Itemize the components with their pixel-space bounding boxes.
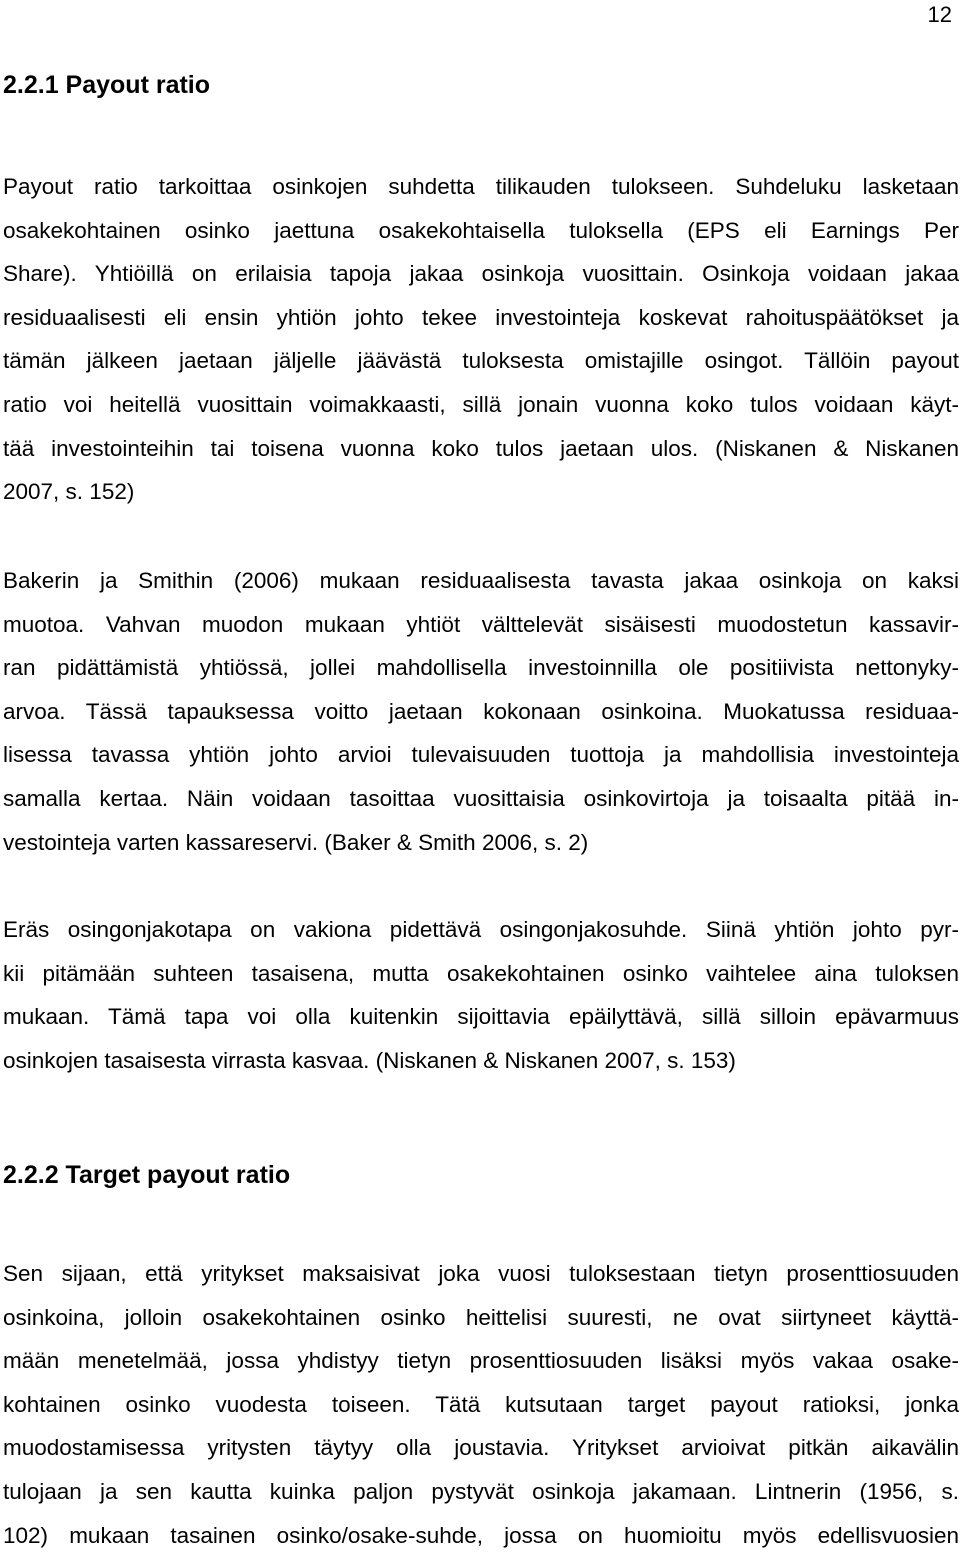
text-line: muotoa. Vahvan muodon mukaan yhtiöt välttelevät sisäisesti muodostetun kassavir- [3, 611, 959, 637]
text-line: Payout ratio tarkoittaa osinkojen suhdetta tilikauden tulokseen. Suhdeluku lasketaan [3, 174, 959, 199]
text-line: osinkojen tasaisesta virrasta kasvaa. (Niskanen & Niskanen 2007, s. 153) [3, 1047, 736, 1073]
text-line: Sen sijaan, että yritykset maksaisivat joka vuosi tuloksestaan tietyn prosenttiosuuden [3, 1261, 959, 1286]
text-line: mukaan. Tämä tapa voi olla kuitenkin sijoittavia epäilyttävä, sillä silloin epävarmuus [3, 1004, 959, 1030]
page-number: 12 [927, 2, 952, 27]
text-line: kohtainen osinko vuodesta toiseen. Tätä kutsutaan target payout ratioksi, jonka [3, 1391, 959, 1417]
text-line: tulojaan ja sen kautta kuinka paljon pystyvät osinkoja jakamaan. Lintnerin (1956, s. [3, 1478, 959, 1504]
text-line: vestointeja varten kassareservi. (Baker & Smith 2006, s. 2) [3, 829, 589, 855]
text-line: ran pidättämistä yhtiössä, jollei mahdollisella investoinnilla ole positiivista nettonyky- [3, 655, 959, 681]
text-line: tää investointeihin tai toisena vuonna koko tulos jaetaan ulos. (Niskanen & Niskanen [3, 435, 959, 461]
paragraph-target-payout [3, 1252, 959, 1557]
text-line: lisessa tavassa yhtiön johto arvioi tulevaisuuden tuottoja ja mahdollisia investointeja [3, 742, 959, 768]
text-line: tämän jälkeen jaetaan jäljelle jäävästä tuloksesta omistajille osingot. Tällöin payout [3, 348, 959, 374]
paragraph-constant-payout [3, 908, 959, 1082]
paragraph-payout-ratio-definition [3, 165, 959, 514]
text-line: samalla kertaa. Näin voidaan tasoittaa vuosittaisia osinkovirtoja ja toisaalta pitää in- [3, 785, 959, 811]
text-line: Share). Yhtiöillä on erilaisia tapoja jakaa osinkoja vuosittain. Osinkoja voidaan jakaa [3, 261, 959, 287]
section-heading-payout-ratio: 2.2.1 Payout ratio [3, 71, 211, 99]
section-heading-target-payout-ratio: 2.2.2 Target payout ratio [3, 1161, 291, 1189]
text-line: residuaalisesti eli ensin yhtiön johto tekee investointeja koskevat rahoituspäätökset ja [3, 304, 959, 330]
text-line: arvoa. Tässä tapauksessa voitto jaetaan kokonaan osinkoina. Muokatussa residuaa- [3, 698, 959, 724]
text-line: 2007, s. 152) [3, 479, 135, 505]
text-line: ratio voi heitellä vuosittain voimakkaasti, sillä jonain vuonna koko tulos voidaan käyt- [3, 391, 959, 417]
text-line: kii pitämään suhteen tasaisena, mutta osakekohtainen osinko vaihtelee aina tuloksen [3, 960, 959, 986]
paragraph-residual-policy [3, 559, 959, 864]
text-line: muodostamisessa yritysten täytyy olla joustavia. Yritykset arvioivat pitkän aikavälin [3, 1435, 959, 1461]
text-line: osakekohtainen osinko jaettuna osakekohtaisella tuloksella (EPS eli Earnings Per [3, 217, 959, 243]
text-line: 102) mukaan tasainen osinko/osake-suhde, jossa on huomioitu myös edellisvuosien [3, 1522, 959, 1548]
text-line: osinkoina, jolloin osakekohtainen osinko heittelisi suuresti, ne ovat siirtyneet käyttä- [3, 1304, 959, 1330]
text-line: Bakerin ja Smithin (2006) mukaan residuaalisesta tavasta jakaa osinkoja on kaksi [3, 568, 959, 593]
text-line: Eräs osingonjakotapa on vakiona pidettävä osingonjakosuhde. Siinä yhtiön johto pyr- [3, 917, 959, 942]
text-line: mään menetelmää, jossa yhdistyy tietyn prosenttiosuuden lisäksi myös vakaa osake- [3, 1348, 959, 1374]
